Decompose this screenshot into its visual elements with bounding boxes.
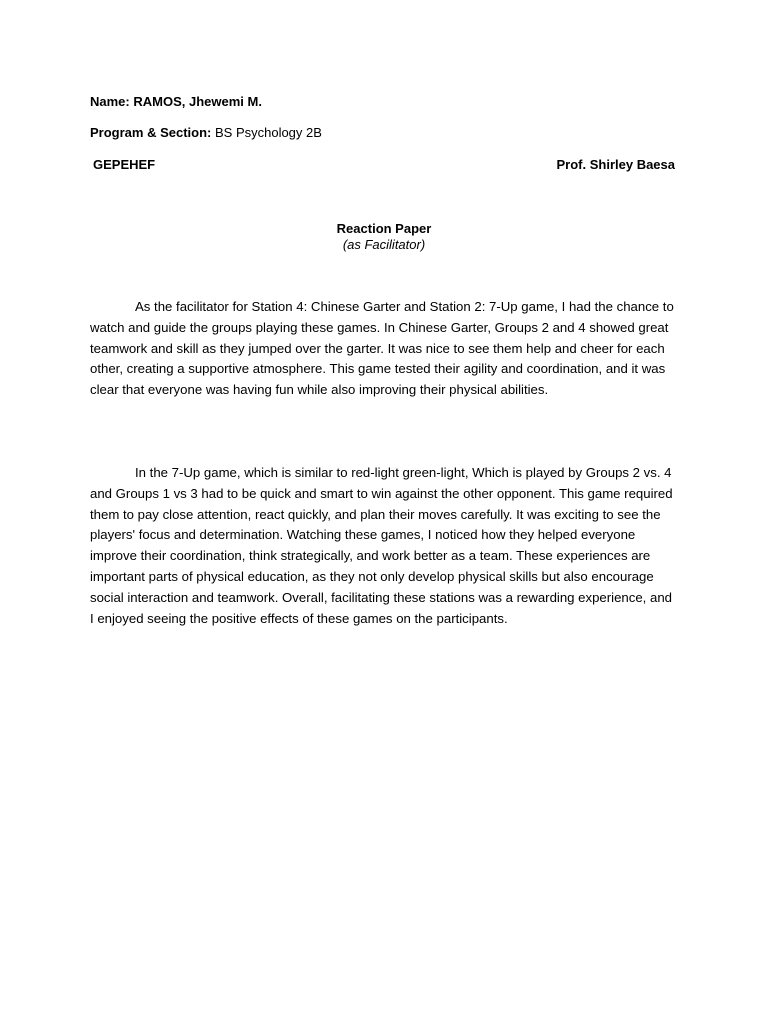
program-section-line bbox=[90, 125, 322, 141]
professor-name: Prof. Shirley Baesa bbox=[556, 157, 675, 172]
name-value: RAMOS, Jhewemi M. bbox=[133, 94, 262, 109]
document-title: Reaction Paper bbox=[336, 221, 432, 236]
document-subtitle: (as Facilitator) bbox=[342, 237, 426, 252]
body-paragraph-1: As the facilitator for Station 4: Chinese Garter and Station 2: 7-Up game, I had the chance to watch and guide the groups playing these games. In Chinese Garter, Groups 2 and 4 showed great teamwork and skill as they jumped over the garter. It was nice to see them help and cheer for each other, creating a supportive atmosphere. This game tested their agility and coordination, and it was clear that everyone was having fun while also improving their physical abilities. bbox=[90, 299, 674, 398]
name-label: Name: bbox=[90, 94, 130, 109]
student-name-line bbox=[90, 94, 262, 110]
program-label: Program & Section: bbox=[90, 125, 212, 140]
program-value: BS Psychology 2B bbox=[214, 125, 322, 140]
course-code: GEPEHEF bbox=[93, 157, 156, 172]
body-paragraph-2: In the 7-Up game, which is similar to red-light green-light, Which is played by Groups 2 vs. 4 and Groups 1 vs 3 had to be quick and smart to win against the other opponent. This game required them to pay close attention, react quickly, and plan their moves carefully. It was exciting to see the players' focus and determination. Watching these games, I noticed how they helped everyone improve their coordination, think strategically, and work better as a team. These experiences are important parts of physical education, as they not only develop physical skills but also encourage social interaction and teamwork. Overall, facilitating these stations was a rewarding experience, and I enjoyed seeing the positive effects of these games on the participants. bbox=[90, 465, 673, 626]
